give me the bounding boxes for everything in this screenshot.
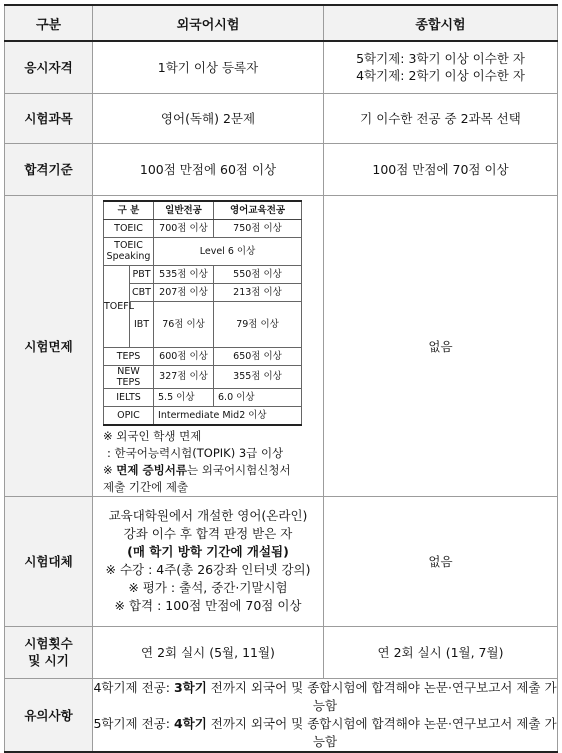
exemption-score-table bbox=[103, 200, 302, 426]
table-header-row bbox=[5, 5, 558, 41]
substitute-line: ※ 평가 : 출석, 중간·기말시험 bbox=[128, 580, 288, 595]
note-documents-rest: 는 외국어시험신청서 bbox=[186, 462, 291, 477]
comprehensive-subjects: 기 이수한 전공 중 2과목 선택 bbox=[324, 93, 558, 143]
comprehensive-exemption: 없음 bbox=[324, 195, 558, 496]
foreign-pass: 100점 만점에 60점 이상 bbox=[93, 143, 324, 195]
row-count bbox=[5, 626, 558, 678]
comprehensive-substitute: 없음 bbox=[324, 496, 558, 626]
comprehensive-count: 연 2회 실시 (1월, 7월) bbox=[324, 626, 558, 678]
notice-semester: 3학기 bbox=[173, 679, 207, 695]
score-english-ed: 213점 이상 bbox=[214, 283, 302, 301]
label-count bbox=[5, 626, 93, 678]
label-count-line-2: 및 시기 bbox=[28, 653, 69, 668]
header-foreign-exam: 외국어시험 bbox=[93, 5, 324, 41]
inner-header-category: 구 분 bbox=[104, 201, 154, 220]
score-general: 535점 이상 bbox=[154, 265, 214, 283]
label-pass: 합격기준 bbox=[5, 143, 93, 195]
note-submit-period: 제출 기간에 제출 bbox=[103, 479, 189, 494]
comprehensive-pass: 100점 만점에 70점 이상 bbox=[324, 143, 558, 195]
note-foreign-student: ※ 외국인 학생 면제 bbox=[103, 428, 202, 443]
label-notice: 유의사항 bbox=[5, 678, 93, 752]
row-pass-criteria bbox=[5, 143, 558, 195]
foreign-subjects: 영어(독해) 2문제 bbox=[93, 93, 324, 143]
table-row bbox=[104, 265, 302, 283]
exam-info-table bbox=[4, 4, 558, 753]
row-subjects bbox=[5, 93, 558, 143]
toefl-label: TOEFL bbox=[104, 265, 130, 347]
toefl-type: PBT bbox=[130, 265, 154, 283]
test-name: TEPS bbox=[104, 347, 154, 365]
score-english-ed: 750점 이상 bbox=[214, 219, 302, 237]
score-general: 76점 이상 bbox=[154, 301, 214, 347]
note-documents-bold: 면제 증빙서류 bbox=[116, 462, 187, 477]
table-row bbox=[104, 365, 302, 388]
substitute-line: 교육대학원에서 개설한 영어(온라인) bbox=[108, 508, 308, 523]
label-eligibility: 응시자격 bbox=[5, 41, 93, 93]
inner-header-row bbox=[104, 201, 302, 220]
substitute-line: ※ 수강 : 4주(총 26강좌 인터넷 강의) bbox=[105, 562, 311, 577]
note-topik: : 한국어능력시험(TOPIK) 3급 이상 bbox=[107, 445, 284, 460]
score-general: 5.5 이상 bbox=[154, 388, 214, 406]
toefl-type: CBT bbox=[130, 283, 154, 301]
table-row bbox=[104, 388, 302, 406]
test-name bbox=[104, 237, 154, 265]
substitute-line: 강좌 이수 후 합격 판정 받은 자 bbox=[123, 526, 293, 541]
table-row bbox=[104, 347, 302, 365]
inner-header-general: 일반전공 bbox=[154, 201, 214, 220]
foreign-exemption bbox=[93, 195, 324, 496]
header-category: 구분 bbox=[5, 5, 93, 41]
foreign-eligibility: 1학기 이상 등록자 bbox=[93, 41, 324, 93]
score-general: 700점 이상 bbox=[154, 219, 214, 237]
label-count-line-1: 시험횟수 bbox=[24, 636, 73, 651]
foreign-count: 연 2회 실시 (5월, 11월) bbox=[93, 626, 324, 678]
toefl-type: IBT bbox=[130, 301, 154, 347]
table-row bbox=[104, 219, 302, 237]
notice-rest: 전까지 외국어 및 종합시험에 합격해야 논문·연구보고서 제출 가능함 bbox=[206, 715, 557, 749]
table-row bbox=[104, 237, 302, 265]
test-name-line-2: Speaking bbox=[106, 251, 151, 262]
table-row bbox=[104, 406, 302, 425]
score-general: 327점 이상 bbox=[154, 365, 214, 388]
row-exemption bbox=[5, 195, 558, 496]
score-english-ed: 550점 이상 bbox=[214, 265, 302, 283]
score-english-ed: 79점 이상 bbox=[214, 301, 302, 347]
notice-rest: 전까지 외국어 및 종합시험에 합격해야 논문·연구보고서 제출 가능함 bbox=[206, 679, 557, 713]
header-comprehensive-exam: 종합시험 bbox=[324, 5, 558, 41]
score-english-ed: 6.0 이상 bbox=[214, 388, 302, 406]
notice-prefix: 4학기제 전공: bbox=[93, 679, 174, 695]
eligibility-line-1: 5학기제: 3학기 이상 이수한 자 bbox=[356, 51, 525, 67]
label-substitute: 시험대체 bbox=[5, 496, 93, 626]
notice-semester: 4학기 bbox=[173, 715, 207, 731]
test-name: TOEIC bbox=[104, 219, 154, 237]
comprehensive-eligibility bbox=[324, 41, 558, 93]
eligibility-line-2: 4학기제: 2학기 이상 이수한 자 bbox=[356, 68, 525, 84]
exemption-notes bbox=[93, 428, 323, 496]
foreign-substitute bbox=[93, 496, 324, 626]
test-name: NEW TEPS bbox=[104, 365, 154, 388]
test-name: IELTS bbox=[104, 388, 154, 406]
score-english-ed: 650점 이상 bbox=[214, 347, 302, 365]
row-substitute bbox=[5, 496, 558, 626]
substitute-line: (매 학기 방학 기간에 개설됨) bbox=[127, 544, 289, 559]
row-eligibility bbox=[5, 41, 558, 93]
note-mark: ※ bbox=[103, 462, 117, 477]
row-notice bbox=[5, 678, 558, 752]
inner-header-english-ed: 영어교육전공 bbox=[214, 201, 302, 220]
notice-content bbox=[93, 678, 558, 752]
score-general: 207점 이상 bbox=[154, 283, 214, 301]
label-subjects: 시험과목 bbox=[5, 93, 93, 143]
test-name-line-1: TOEIC bbox=[114, 240, 143, 251]
substitute-line: ※ 합격 : 100점 만점에 70점 이상 bbox=[114, 598, 302, 613]
score-merged: Intermediate Mid2 이상 bbox=[154, 406, 302, 425]
notice-line-1 bbox=[93, 679, 557, 715]
score-merged: Level 6 이상 bbox=[154, 237, 302, 265]
score-english-ed: 355점 이상 bbox=[214, 365, 302, 388]
note-documents bbox=[103, 462, 323, 479]
notice-prefix: 5학기제 전공: bbox=[93, 715, 174, 731]
test-name: OPIC bbox=[104, 406, 154, 425]
label-exemption: 시험면제 bbox=[5, 195, 93, 496]
score-general: 600점 이상 bbox=[154, 347, 214, 365]
notice-line-2 bbox=[93, 715, 557, 751]
table-row bbox=[104, 283, 302, 301]
